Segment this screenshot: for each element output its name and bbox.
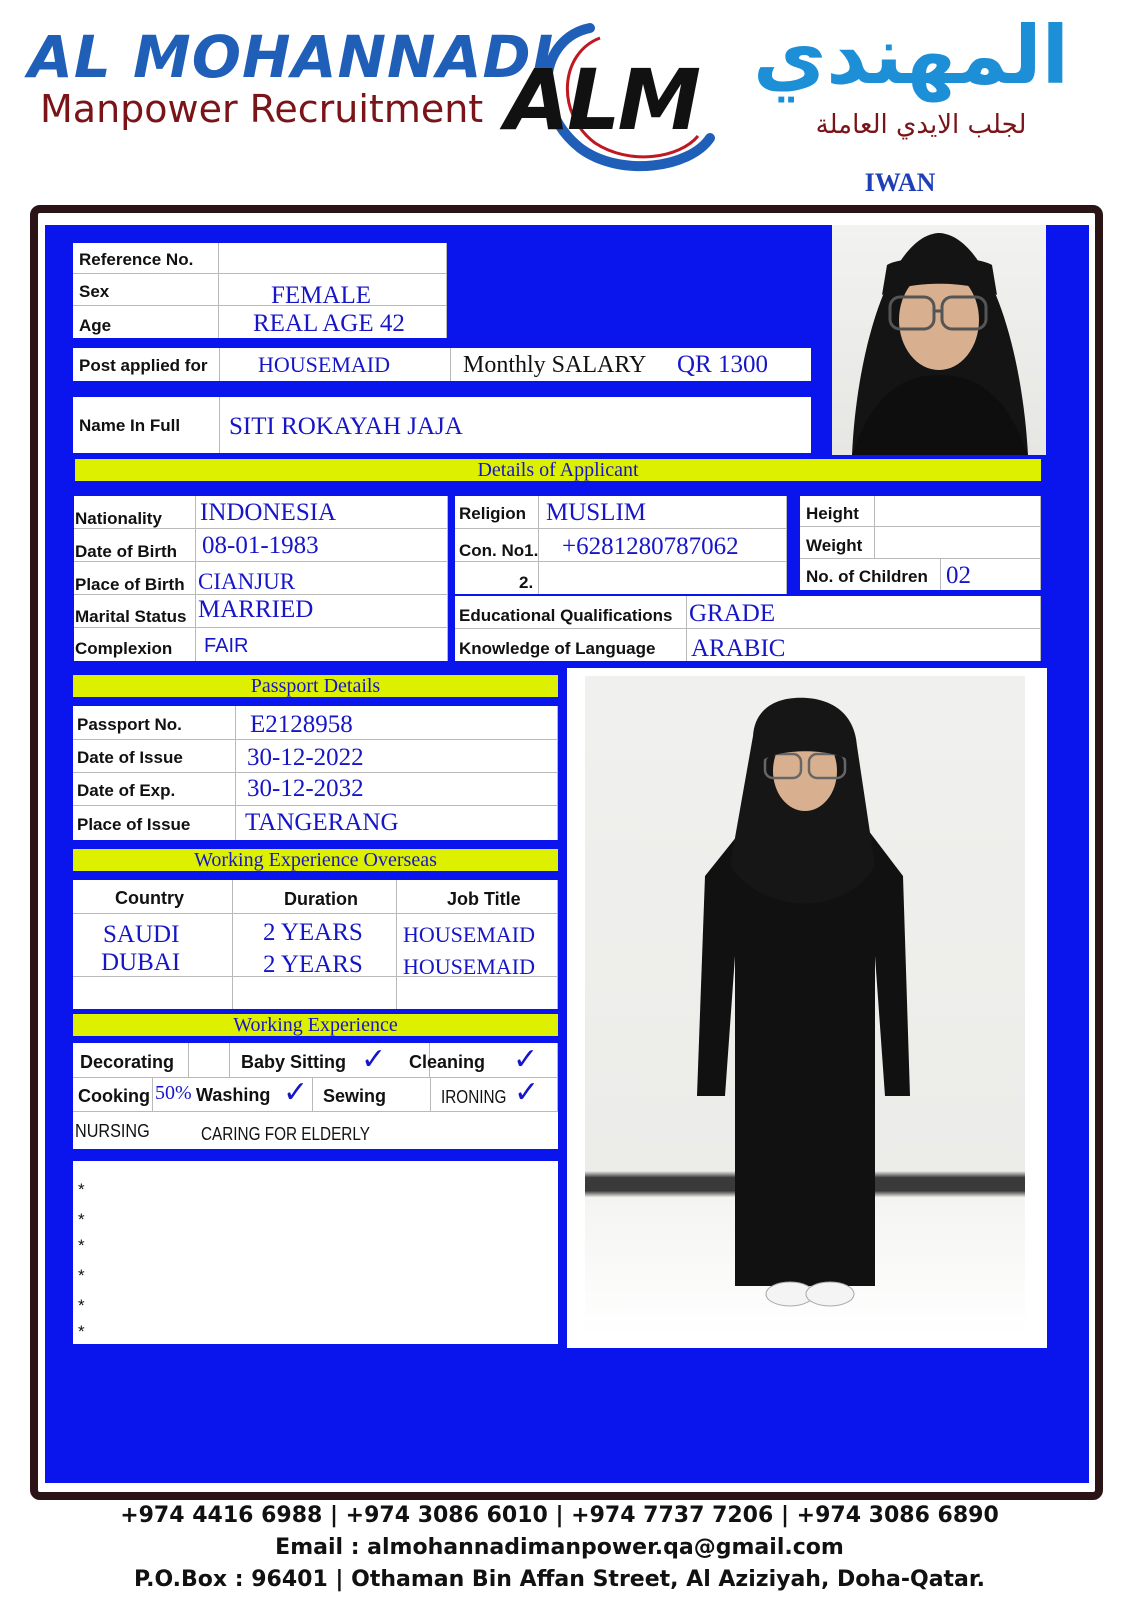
sex-value: FEMALE [271, 282, 371, 309]
overseas-row-1-job: HOUSEMAID [403, 922, 535, 947]
remarks-box [73, 1161, 558, 1344]
passport-table [73, 706, 558, 840]
place-of-issue-value: TANGERANG [245, 809, 399, 836]
country-column-header: Country [115, 888, 184, 908]
age-value: REAL AGE 42 [253, 310, 405, 337]
date-of-expiry-value: 30-12-2032 [247, 775, 364, 802]
footer-phone-numbers: +974 4416 6988 | +974 3086 6010 | +974 7737 7206 | +974 3086 6890 [120, 1503, 999, 1528]
post-applied-value: HOUSEMAID [258, 352, 390, 377]
children-value: 02 [946, 562, 971, 589]
nationality-value: INDONESIA [200, 499, 337, 526]
skill-baby-sitting-label: Baby Sitting [241, 1052, 347, 1072]
baby-sitting-check-icon: ✓ [361, 1042, 387, 1077]
reference-no-label: Reference No. [79, 250, 194, 269]
place-of-issue-label: Place of Issue [77, 815, 191, 834]
height-label: Height [806, 504, 859, 523]
name-row [73, 397, 811, 453]
cooking-level-value: 50% [155, 1082, 192, 1104]
footer-address: P.O.Box : 96401 | Othaman Bin Affan Street, Al Aziziyah, Doha-Qatar. [134, 1567, 985, 1592]
education-label: Educational Qualifications [459, 606, 673, 625]
post-row [73, 348, 811, 381]
contact-1-label: Con. No1. [459, 541, 539, 560]
name-in-full-label: Name In Full [79, 416, 181, 435]
agent-code: IWAN [864, 168, 936, 197]
children-label: No. of Children [806, 567, 928, 586]
remark-bullet: * [78, 1236, 85, 1255]
remark-bullet: * [78, 1210, 85, 1229]
skill-washing-label: Washing [196, 1085, 271, 1105]
duration-column-header: Duration [284, 889, 358, 909]
details-of-applicant-heading: Details of Applicant [75, 459, 1041, 481]
place-of-birth-label: Place of Birth [75, 575, 185, 594]
complexion-value: FAIR [204, 635, 249, 657]
contact-2-label: 2. [519, 573, 534, 592]
passport-no-label: Passport No. [77, 715, 182, 734]
religion-value: MUSLIM [546, 499, 647, 526]
remark-bullet: * [78, 1322, 85, 1341]
name-in-full-value: SITI ROKAYAH JAJA [229, 413, 463, 440]
date-of-birth-label: Date of Birth [75, 542, 177, 561]
date-of-issue-value: 30-12-2022 [247, 744, 364, 771]
details-contact-table [455, 496, 787, 594]
overseas-experience-table [73, 880, 558, 1009]
details-education-table [455, 596, 1041, 661]
remark-bullet: * [78, 1296, 85, 1315]
skill-ironing-label: IRONING [441, 1087, 507, 1107]
passport-details-heading: Passport Details [73, 675, 558, 697]
footer-email: Email : almohannadimanpower.qa@gmail.com [275, 1535, 844, 1560]
overseas-row-1-country: SAUDI [103, 921, 180, 948]
overseas-experience-heading: Working Experience Overseas [73, 849, 558, 871]
complexion-label: Complexion [75, 639, 173, 658]
language-label: Knowledge of Language [459, 639, 656, 658]
salary-value: QR 1300 [677, 351, 768, 378]
contact-1-value: +6281280787062 [562, 533, 739, 560]
language-value: ARABIC [691, 635, 786, 662]
skill-decorating-label: Decorating [80, 1052, 175, 1072]
sex-label: Sex [79, 282, 110, 301]
skills-table [73, 1043, 558, 1149]
skill-caring-elderly-label: CARING FOR ELDERLY [201, 1124, 370, 1144]
date-of-birth-value: 08-01-1983 [202, 532, 319, 559]
date-of-issue-label: Date of Issue [77, 748, 183, 767]
brand-name: AL MOHANNADI [28, 23, 555, 91]
remark-bullet: * [78, 1266, 85, 1285]
overseas-row-2-country: DUBAI [101, 949, 181, 976]
education-value: GRADE [689, 600, 776, 627]
details-left-table [74, 496, 448, 661]
nationality-label: Nationality [75, 509, 162, 528]
marital-status-value: MARRIED [198, 596, 314, 623]
skill-cooking-label: Cooking [78, 1086, 150, 1106]
alm-logo-mark: ALM [505, 51, 699, 149]
brand-tagline: Manpower Recruitment [40, 87, 484, 131]
salary-label: Monthly SALARY [463, 352, 647, 378]
skill-sewing-label: Sewing [323, 1086, 387, 1106]
religion-label: Religion [459, 504, 527, 523]
passport-no-value: E2128958 [250, 711, 353, 738]
age-label: Age [79, 316, 112, 335]
identity-table [73, 243, 447, 338]
place-of-birth-value: CIANJUR [198, 569, 296, 594]
working-experience-heading: Working Experience [73, 1014, 558, 1036]
overseas-row-2-job: HOUSEMAID [403, 954, 535, 979]
remark-bullet: * [78, 1180, 85, 1199]
marital-status-label: Marital Status [75, 607, 187, 626]
washing-check-icon: ✓ [283, 1075, 309, 1110]
skill-cleaning-label: Cleaning [409, 1052, 486, 1072]
arabic-brand-subtitle: لجلب الايدي العاملة [815, 110, 1027, 140]
job-title-column-header: Job Title [447, 889, 521, 909]
applicant-headshot-photo [832, 225, 1046, 455]
weight-label: Weight [806, 536, 863, 555]
overseas-row-2-duration: 2 YEARS [263, 951, 363, 978]
applicant-full-body-photo [567, 668, 1047, 1348]
details-physical-table [800, 496, 1041, 590]
skill-nursing-label: NURSING [75, 1121, 150, 1141]
ironing-check-icon: ✓ [514, 1075, 540, 1110]
post-applied-label: Post applied for [79, 356, 208, 375]
overseas-row-1-duration: 2 YEARS [263, 919, 363, 946]
cleaning-check-icon: ✓ [513, 1042, 539, 1077]
arabic-brand-name: المهندي [752, 9, 1070, 102]
date-of-expiry-label: Date of Exp. [77, 781, 176, 800]
